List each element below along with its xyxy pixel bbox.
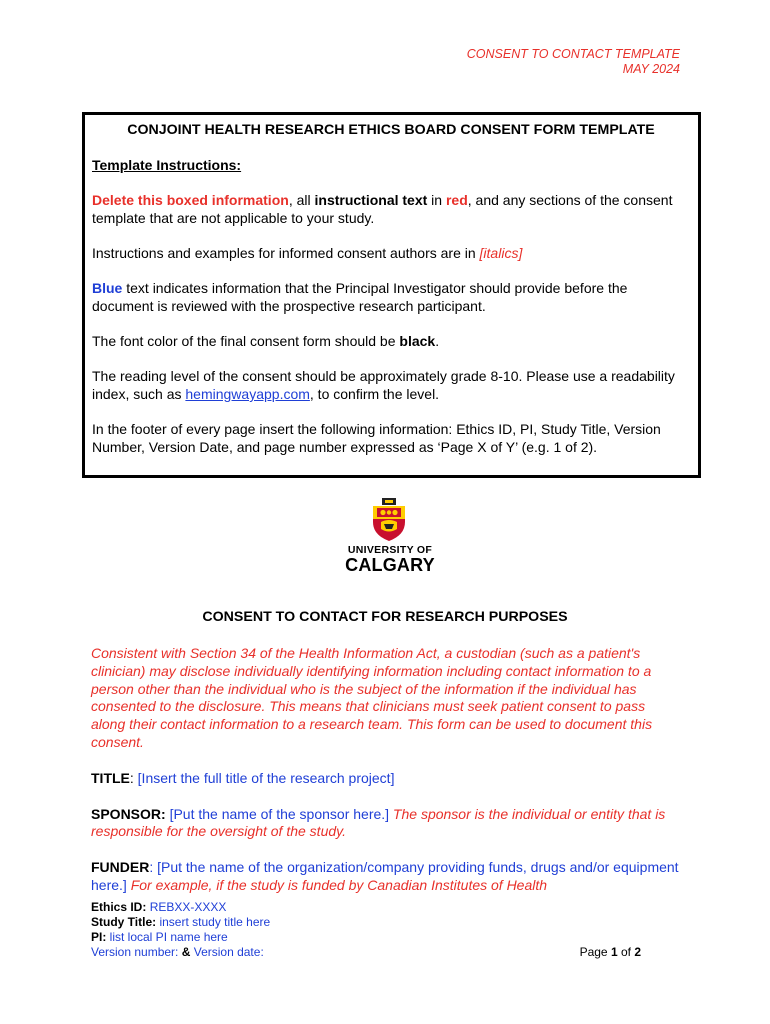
instruction-delete: Delete this boxed information, all instructional text in red, and any sections of the consent template that are not applicable to your study. — [92, 192, 673, 226]
sponsor-value: [Put the name of the sponsor here.] — [165, 805, 390, 822]
sponsor-label: SPONSOR: — [91, 805, 166, 822]
header-date: MAY 2024 — [622, 62, 680, 76]
document-header — [467, 47, 680, 77]
funder-field — [91, 859, 681, 895]
sponsor-field — [91, 806, 681, 842]
header-template-name: CONSENT TO CONTACT TEMPLATE — [466, 47, 680, 61]
funder-label: FUNDER — [91, 859, 150, 876]
instruction-black: The font color of the final consent form should be black. — [92, 333, 440, 349]
sponsor-note: The sponsor is the individual or entity that is responsible for the oversight of the study. — [91, 805, 666, 840]
instruction-blue: Blue text indicates information that the Principal Investigator should provide before the document is reviewed with the prospective research participant. — [92, 280, 628, 314]
instruction-reading-level: The reading level of the consent should be approximately grade 8-10. Please use a readability index, such as hemingwayapp.com, to confirm the level. — [92, 368, 675, 402]
footer-study-title: Study Title: insert study title here — [91, 915, 271, 929]
intro-paragraph: Consistent with Section 34 of the Health Information Act, a custodian (such as a patient's clinician) may disclose individually identifying information including contact information to a person other than the individual who is the subject of the information if the individual has consented to the disclosure. This means that clinicians must seek patient consent to pass along their contact information to a research team. This form can be used to document this consent. — [91, 645, 653, 750]
logo-line-calgary: CALGARY — [345, 555, 435, 575]
instructions-box — [82, 112, 701, 478]
footer-ethics-id: Ethics ID: REBXX-XXXX — [91, 900, 227, 914]
footer-pi: PI: list local PI name here — [91, 930, 228, 944]
logo-line-university: UNIVERSITY OF — [347, 544, 433, 556]
funder-value: : [Put the name of the organization/company providing funds, drugs and/or equipment here.] — [91, 859, 679, 893]
footer-version: Version number: & Version date: — [91, 945, 264, 959]
instruction-footer: In the footer of every page insert the following information: Ethics ID, PI, Study Title, Version Number, Version Date, and page number expressed as ‘Page X of Y’ (e.g. 1 of 2). — [92, 421, 661, 455]
title-field: TITLE: [Insert the full title of the research project] — [91, 769, 395, 786]
page-number: Page 1 of 2 — [579, 945, 641, 959]
consent-body — [91, 645, 681, 913]
title-label: TITLE — [91, 769, 130, 786]
funder-note: For example, if the study is funded by Canadian Institutes of Health — [126, 876, 548, 893]
university-logo — [335, 498, 445, 578]
crest-icon — [372, 498, 406, 542]
instructions-subheading: Template Instructions: — [92, 157, 242, 173]
hemingway-link[interactable]: hemingwayapp.com — [185, 386, 310, 402]
instruction-italics: Instructions and examples for informed consent authors are in [italics] — [92, 245, 523, 261]
box-title: CONJOINT HEALTH RESEARCH ETHICS BOARD CONSENT FORM TEMPLATE — [127, 122, 655, 138]
page-footer — [91, 900, 641, 960]
title-value: [Insert the full title of the research project] — [137, 769, 395, 786]
section-title: CONSENT TO CONTACT FOR RESEARCH PURPOSES — [202, 609, 568, 625]
